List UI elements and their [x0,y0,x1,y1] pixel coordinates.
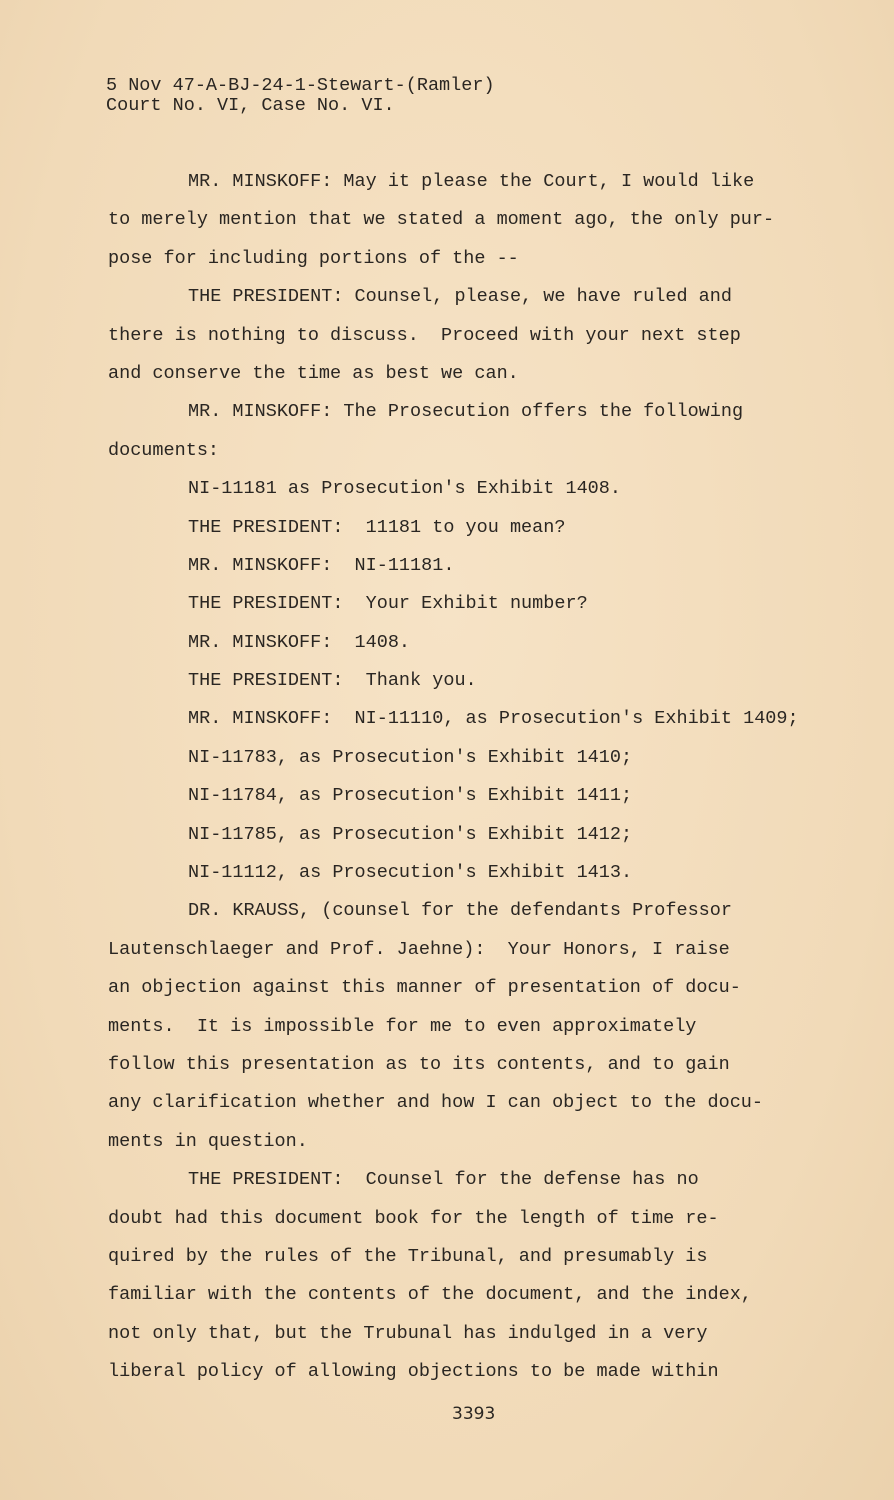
transcript-line: an objection against this manner of presentation of docu- [108,977,741,999]
transcript-line: MR. MINSKOFF: May it please the Court, I would like [188,171,755,192]
transcript-body [108,163,799,1392]
transcript-line: documents: [108,439,220,461]
transcript-line: THE PRESIDENT: Counsel, please, we have ruled and [188,286,732,308]
transcript-line: any clarification whether and how I can object to the docu- [108,1092,764,1114]
transcript-line: THE PRESIDENT: Your Exhibit number? [188,593,588,615]
transcript-line: there is nothing to discuss. Proceed with your next step [108,324,741,346]
transcript-line: Lautenschlaeger and Prof. Jaehne): Your Honors, I raise [108,938,730,960]
transcript-line: liberal policy of allowing objections to be made within [108,1361,719,1383]
transcript-line: ments. It is impossible for me to even approximately [108,1015,697,1037]
transcript-line: pose for including portions of the -- [108,247,519,269]
transcript-line: NI-11181 as Prosecution's Exhibit 1408. [188,478,621,500]
header-line-2: Court No. VI, Case No. VI. [106,94,395,116]
transcript-line: NI-11783, as Prosecution's Exhibit 1410; [188,746,633,768]
transcript-line: MR. MINSKOFF: 1408. [188,631,411,653]
transcript-line: NI-11784, as Prosecution's Exhibit 1411; [188,785,633,807]
transcript-line: to merely mention that we stated a moment ago, the only pur- [108,209,775,231]
page-number: 3393 [452,1404,496,1424]
transcript-line: ments in question. [108,1130,308,1152]
transcript-line: MR. MINSKOFF: NI-11110, as Prosecution's Exhibit 1409; [188,708,799,730]
transcript-line: THE PRESIDENT: Counsel for the defense has no [188,1169,699,1191]
header-line-1: 5 Nov 47-A-BJ-24-1-Stewart-(Ramler) [106,75,495,96]
transcript-line: quired by the rules of the Tribunal, and presumably is [108,1245,708,1267]
document-header [106,76,495,115]
transcript-line: MR. MINSKOFF: The Prosecution offers the following [188,401,744,423]
transcript-line: not only that, but the Trubunal has indulged in a very [108,1322,708,1344]
transcript-line: THE PRESIDENT: 11181 to you mean? [188,516,566,538]
transcript-line: and conserve the time as best we can. [108,362,519,384]
transcript-line: NI-11112, as Prosecution's Exhibit 1413. [188,862,633,884]
transcript-line: DR. KRAUSS, (counsel for the defendants Professor [188,900,732,922]
transcript-line: THE PRESIDENT: Thank you. [188,670,477,692]
transcript-line: NI-11785, as Prosecution's Exhibit 1412; [188,823,633,845]
transcript-line: familiar with the contents of the document, and the index, [108,1284,752,1306]
transcript-line: follow this presentation as to its contents, and to gain [108,1053,730,1075]
transcript-line: doubt had this document book for the length of time re- [108,1207,719,1229]
transcript-line: MR. MINSKOFF: NI-11181. [188,554,455,576]
